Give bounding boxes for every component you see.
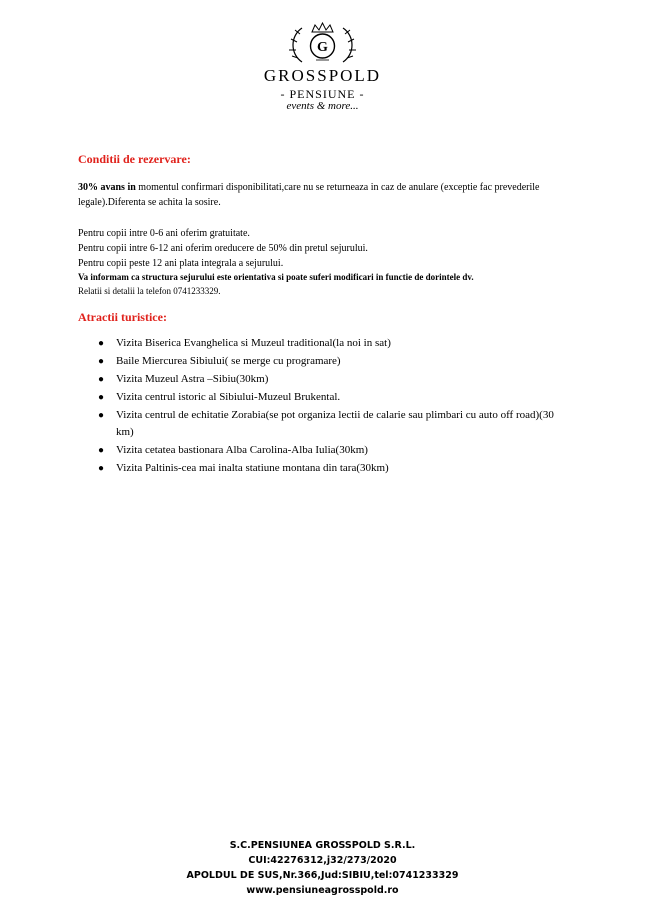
logo xyxy=(240,22,405,114)
brand-tagline: events & more... xyxy=(286,100,359,112)
deposit-bold: 30% avans in xyxy=(78,182,136,193)
deposit-paragraph xyxy=(78,180,568,210)
footer-website-link[interactable]: www.pensiuneagrosspold.ro xyxy=(246,885,399,896)
children-line-2: Pentru copii intre 6-12 ani oferim oreducere de 50% din pretul sejurului. xyxy=(78,243,368,254)
logo-monogram: G xyxy=(317,40,328,55)
list-item: ● Vizita Muzeul Astra –Sibiu(30km) xyxy=(98,371,568,388)
children-line-1: Pentru copii intre 0-6 ani oferim gratuitate. xyxy=(78,228,250,239)
brand-subtitle: - PENSIUNE - xyxy=(280,87,365,101)
list-item: ● Vizita centrul de echitatie Zorabia(se pot organiza lectii de calarie sau plimbari cu auto off road)(30 km) xyxy=(98,409,554,438)
list-item: ● Vizita centrul istoric al Sibiului-Muzeul Brukental. xyxy=(98,389,568,406)
brand-name: GROSSPOLD xyxy=(263,66,382,85)
bullet-icon: ● xyxy=(98,374,105,385)
footer-address: APOLDUL DE SUS,Nr.366,Jud:SIBIU,tel:0741233329 xyxy=(186,870,459,881)
footer-registration: CUI:42276312,j32/273/2020 xyxy=(248,855,397,866)
bullet-icon: ● xyxy=(98,463,105,474)
bullet-icon: ● xyxy=(98,410,105,421)
list-item: ● Vizita Paltinis-cea mai inalta statiune montana din tara(30km) xyxy=(98,460,568,477)
structure-notice: Va informam ca structura sejurului este orientativa si poate suferi modificari in functie de dorintele dv. xyxy=(78,272,474,282)
bullet-icon: ● xyxy=(98,392,105,403)
attractions-title: Atractii turistice: xyxy=(78,310,167,324)
list-item: ● Vizita Biserica Evanghelica si Muzeul traditional(la noi in sat) xyxy=(98,335,568,352)
list-item: ● Baile Miercurea Sibiului( se merge cu programare) xyxy=(98,353,568,370)
bullet-icon: ● xyxy=(98,338,105,349)
list-item: ● Vizita cetatea bastionara Alba Carolina-Alba Iulia(30km) xyxy=(98,442,568,459)
bullet-icon: ● xyxy=(98,445,105,456)
booking-conditions-title: Conditii de rezervare: xyxy=(78,152,191,166)
deposit-text: momentul confirmari disponibilitati,care nu se returneaza in caz de anulare (exceptie fac prevederile legale).Diferenta se achita la sosire. xyxy=(78,182,540,208)
bullet-icon: ● xyxy=(98,356,105,367)
attractions-list xyxy=(98,335,568,478)
contact-note: Relatii si detalii la telefon 0741233329. xyxy=(78,286,221,296)
children-line-3: Pentru copii peste 12 ani plata integrala a sejurului. xyxy=(78,258,284,269)
crown-emblem-icon xyxy=(240,22,405,72)
footer xyxy=(0,838,645,898)
footer-company: S.C.PENSIUNEA GROSSPOLD S.R.L. xyxy=(229,840,416,851)
